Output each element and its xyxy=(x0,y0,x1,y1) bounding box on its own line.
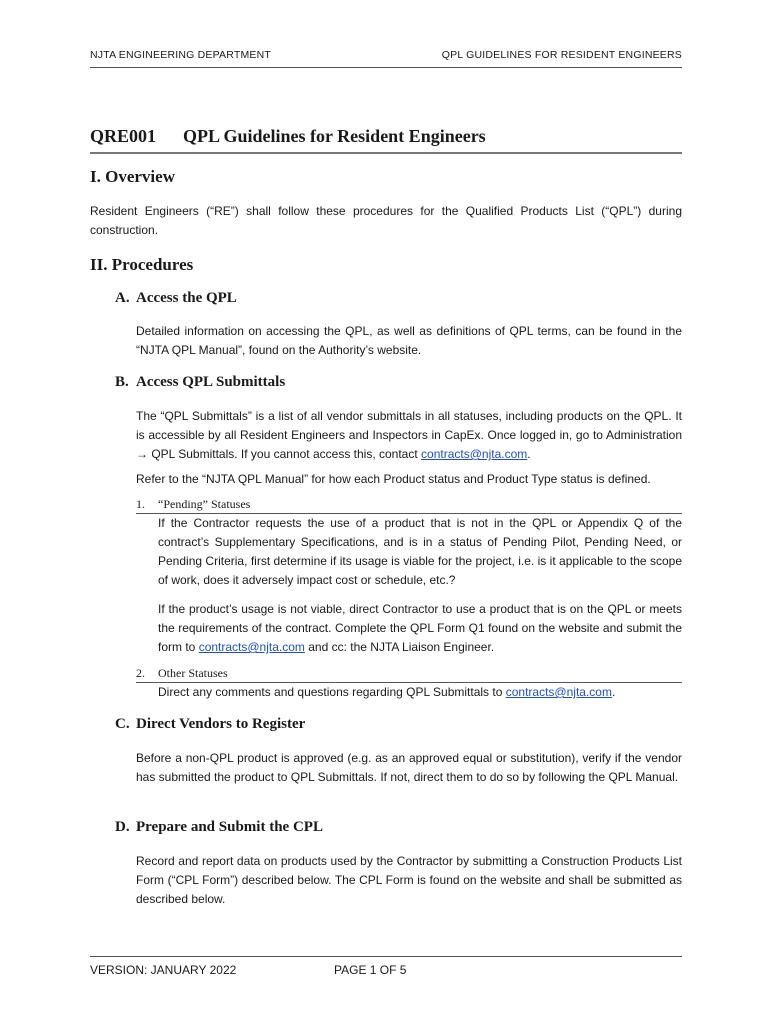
item-1-body-2-end: and cc: the NJTA Liaison Engineer. xyxy=(304,640,495,654)
section-b-number: B. xyxy=(115,374,129,390)
section-b-body xyxy=(136,407,682,464)
header-document-title: QPL GUIDELINES FOR RESIDENT ENGINEERS xyxy=(441,49,682,61)
section-b-body-text-2: QPL Submittals. If you cannot access this, contact xyxy=(148,447,422,461)
section-d-title: Prepare and Submit the CPL xyxy=(136,819,323,835)
page-footer xyxy=(90,956,682,981)
contracts-email-link[interactable]: contracts@njta.com xyxy=(505,685,612,699)
contracts-email-link[interactable]: contracts@njta.com xyxy=(421,447,528,461)
item-2-title: Other Statuses xyxy=(158,666,228,680)
section-c-title: Direct Vendors to Register xyxy=(136,716,306,732)
section-a-number: A. xyxy=(115,290,130,306)
section-d-heading xyxy=(115,819,323,836)
document-title xyxy=(90,124,682,154)
section-a-title: Access the QPL xyxy=(136,290,237,306)
section-b-title: Access QPL Submittals xyxy=(136,374,286,390)
document-title-text: QPL Guidelines for Resident Engineers xyxy=(183,126,486,146)
footer-version: VERSION: JANUARY 2022 xyxy=(90,963,237,977)
section-c-body: Before a non-QPL product is approved (e.g. as an approved equal or substitution), verify if the vendor has submitted the product to QPL Submittals. If not, direct them to do so by following the QPL Manual. xyxy=(136,751,682,784)
section-c-number: C. xyxy=(115,716,130,732)
section-d-number: D. xyxy=(115,819,130,835)
overview-body: Resident Engineers (“RE”) shall follow these procedures for the Qualified Products List (“QPL”) during construction. xyxy=(90,204,682,237)
section-a-heading xyxy=(115,290,237,307)
procedures-heading: II. Procedures xyxy=(90,255,194,274)
item-2-body-text: Direct any comments and questions regarding QPL Submittals to xyxy=(158,685,506,699)
item-2-body-end: . xyxy=(611,685,616,699)
section-b-body-text: The “QPL Submittals” is a list of all vendor submittals in all statuses, including products on the QPL. It is accessible by all Resident Engineers and Inspectors in CapEx. Once logged in, go to Administration xyxy=(136,409,682,442)
contracts-email-link[interactable]: contracts@njta.com xyxy=(198,640,305,654)
item-1-heading xyxy=(136,497,682,514)
header-department: NJTA ENGINEERING DEPARTMENT xyxy=(90,49,272,61)
item-2-heading xyxy=(136,666,682,683)
footer-page-number: PAGE 1 OF 5 xyxy=(334,963,407,977)
document-code: QRE001 xyxy=(90,126,157,146)
arrow-right-icon: → xyxy=(136,447,148,461)
item-1-title: “Pending” Statuses xyxy=(158,497,251,511)
overview-heading: I. Overview xyxy=(90,167,175,186)
item-1-body-2-text: If the product’s usage is not viable, direct Contractor to use a product that is on the QPL or meets the requirements of the contract. Complete the QPL Form Q1 found on the website and submit the form to xyxy=(158,602,682,654)
section-b-body-end: . xyxy=(527,447,531,461)
section-b-body-2: Refer to the “NJTA QPL Manual” for how each Product status and Product Type status is defined. xyxy=(136,472,651,486)
page-header xyxy=(90,49,682,68)
item-1-body: If the Contractor requests the use of a product that is not in the QPL or Appendix Q of the contract’s Supplementary Specifications, and is in a status of Pending Pilot, Pending Need, or Pending Criteria, first determine if its usage is viable for the project, i.e. is it applicable to the scope of work, does it adversely impact cost or schedule, etc.? xyxy=(158,516,682,587)
item-2-number: 2. xyxy=(136,666,145,680)
section-d-body: Record and report data on products used by the Contractor by submitting a Construction Products List Form (“CPL Form”) described below. The CPL Form is found on the website and shall be submitted as described below. xyxy=(136,854,682,906)
section-a-body: Detailed information on accessing the QPL, as well as definitions of QPL terms, can be found in the “NJTA QPL Manual”, found on the Authority’s website. xyxy=(136,324,682,357)
item-1-number: 1. xyxy=(136,497,145,511)
item-1-body-2 xyxy=(158,600,682,657)
section-b-heading xyxy=(115,374,285,391)
item-2-body xyxy=(158,683,682,702)
section-c-heading xyxy=(115,716,305,733)
